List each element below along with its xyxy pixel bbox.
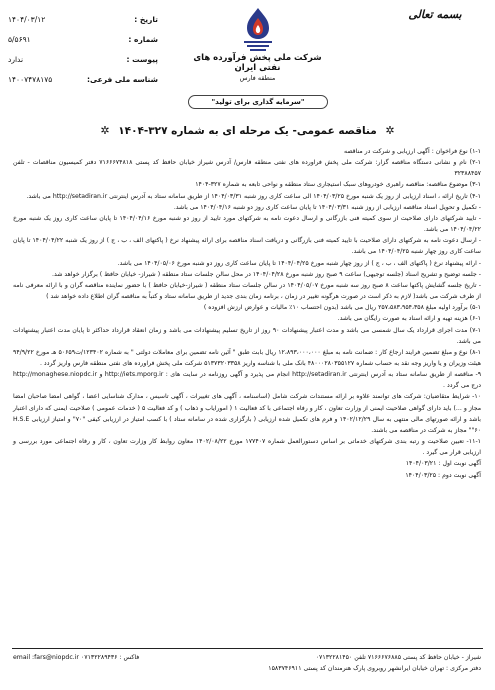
salutation: بسمه تعالی — [408, 8, 462, 21]
footer-fax-email: فاکس : ۰۷۱۳۲۲۸۹۴۳۶ email :fars@niopdc.ir — [13, 654, 140, 661]
footer-address: شیراز - خیابان حافظ کد پستی ۷۱۶۶۶۷۶۸۸۵ تلفن ۰۷۱۳۲۲۸۱۴۵۰ — [315, 654, 481, 661]
body-paragraph: - تایید شرکتهای دارای صلاحیت از سوی کمیته فنی بازرگانی و ارسال دعوت نامه به شرکتهای مورد تایید از روز دو شنبه مورخ ۱۴۰۴/۰۴/۱۶ تا پایان ساعت کاری روز یک شنبه مورخ ۱۴۰۴/۰۴/۲۲ می باشد. — [13, 214, 481, 234]
tender-title-text: مناقصه عمومی- یک مرحله ای به شماره ۳۲۷-۱۴۰۴ — [118, 125, 377, 137]
niopdc-logo-icon — [238, 6, 278, 52]
body-paragraph: ۱-۱) نوع فراخوان : آگهی ارزیابی و شرکت در مناقصه — [344, 148, 481, 155]
meta-attachment: پیوست : ندارد — [8, 55, 158, 64]
ad-date-first: آگهی نوبت اول : ۱۴۰۴/۰۳/۲۱ — [405, 460, 481, 468]
footer-divider — [12, 648, 483, 649]
body-paragraph: ۱۱-۱- تعیین صلاحیت و رتبه بندی شرکتهای خدماتی بر اساس دستورالعمل شماره ۱۷۷۴۰۷ مورخ ۱۴۰۲/۰۸/۲۲ معاون روابط کار وزارت تعاون ، کار و رفاه اجتماعی مورد بررسی و ارزیابی قرار می گیرد . — [13, 438, 481, 457]
body-paragraph: ۴-۱) تاریخ ارائه ، اسناد ارزیابی از روز یک شنبه مورخ ۱۴۰۴/۰۳/۲۵ الی ساعت کاری روز شنبه ۱۴۰۴/۰۳/۳۱ از طریق سامانه ستاد به آدرس اینترنتی http://setadiran.ir می باشد. — [26, 192, 481, 200]
body-paragraph: ۵-۱) برآورد اولیه مبلغ ۲۵۷،۵۸۳،۹۵۴،۳۵۸ ریال می باشد (بدون احتساب ۱۰٪ مالیات و عوارض ارزش افزوده ) — [203, 304, 481, 312]
body-paragraph: ۳-۱) موضوع مناقصه: مناقصه راهبری خودروهای سبک استیجاری ستاد منطقه و نواحی تابعه به شماره ۳۲۷-۱۴۰۴ — [195, 181, 481, 189]
body-paragraph: ۲-۱) نام و نشانی دستگاه مناقصه گزار: شرکت ملی پخش فراورده های نفتی منطقه فارس/ آدرس شیراز خیابان حافظ کد پستی ۷۱۶۶۶۷۴۸۱۸ دفتر کمیسیون مناقصات - تلفن ۳۲۳۸۸۴۵۷ — [13, 159, 481, 178]
body-paragraph: - جلسه توضیح و تشریح اسناد (جلسه توجیهی) ساعت ۹ صبح روز شنبه مورخ ۱۴۰۴/۰۴/۲۸ در محل سالن جلسات ستاد منطقه ( شیراز- خیابان حافظ ) برگزار خواهد شد. — [52, 270, 481, 278]
body-paragraph: - تاریخ جلسه گشایش پاکتها ساعت ۸ صبح روز سه شنبه مورخ ۱۴۰۴/۰۵/۰۷ در سالن جلسات ستاد منطقه ( شیراز-خیابان حافظ ) با حضور نماینده مناقصه گران و با ارائه معرفی نامه از طرف شرکت می باشد( لازم به ذکر است در صورت هرگونه تغییر در زمان ، برنامه زمان بندی جدید از طریق سامانه ستاد و کتباً به مناقصه گران اطلاع داده خواهد شد ) — [13, 281, 481, 301]
slogan-badge: "سرمایه گذاری برای تولید" — [188, 95, 328, 109]
company-name: شرکت ملی پخش فرآورده های نفتی ایران — [193, 53, 322, 73]
footer-contact-row — [13, 652, 481, 663]
meta-number: شماره : ۵/۵۶۹۱ — [8, 35, 158, 44]
star-mark-icon: ✲ — [385, 124, 395, 137]
footer-head-office: دفتر مرکزی : تهران خیابان ایرانشهر روبروی پارک هنرمندان کد پستی ۱۵۸۳۷۴۶۹۱۱ — [268, 665, 481, 672]
body-paragraph: - ارسال دعوت نامه به شرکتهای دارای صلاحیت با تایید کمیته فنی بازرگانی و دریافت اسناد مناقصه برای ارائه پیشنهاد نرخ ( پاکتهای الف ، ب ، ج ) از روز یک شنبه ۱۴۰۴/۰۴/۲۲ تا پایان ساعت کاری روز چهار شنبه ۱۴۰۴/۰۴/۲۵ می باشد. — [13, 237, 481, 256]
meta-date: تاریخ : ۱۴۰۴/۰۳/۱۲ — [8, 15, 158, 24]
body-paragraph: ۸-۱) نوع و مبلغ تضمین فرایند ارجاع کار : ضمانت نامه به مبلغ ۱۲،۸۹۳،۰۰۰،۰۰۰ ریال بابت طبق " آئین نامه تضمین برای معاملات دولتی " به شماره ۱۲۳۴۰۲/ت۵۰۶۵۹ هـ مورخ ۹۴/۹/۲۲ هیئت وزیران و یا واریز وجه نقد به حساب شماره ۴۸۰۰۰۲۸۰۳۵۵۱۲۷ بانک ملی با شناسه واریز ۵۱۳۷۳۲۰۳۳۵۸ شرکت ملی پخش فراورده های نفتی منطقه فارس واریز گردد . — [13, 348, 481, 367]
body-paragraph: ۶-۱) هزینه تهیه و ارائه اسناد به صورت رایگان می باشد. — [337, 315, 481, 323]
tender-title — [0, 124, 495, 137]
tender-body — [13, 146, 481, 481]
letter-footer — [13, 652, 481, 674]
letter-meta — [8, 10, 158, 90]
star-mark-icon: ✲ — [100, 124, 110, 137]
letterhead — [190, 6, 325, 82]
body-paragraph: - ارائه پیشنهاد نرخ ( پاکتهای الف ، ب ، ج ) از روز چهار شنبه مورخ ۱۴۰۴/۰۴/۲۵ تا پایان ساعت کاری روز دو شنبه مورخ ۱۴۰۴/۰۵/۰۶ می باشد. — [117, 259, 481, 267]
meta-national-id: شناسه ملی فرعی: ۱۴۰۰۷۴۷۸۱۷۵ — [8, 75, 158, 84]
body-paragraph: ۷-۱) مدت اجرای قرارداد یک سال شمسی می باشد و مدت اعتبار پیشنهادات ۹۰ روز از تاریخ تسلیم پیشنهادات می باشد و زمان انعقاد قرارداد حداکثر تا پایان مدت اعتبار پیشنهادات می باشد. — [13, 326, 481, 345]
body-paragraph: ۱۰- شرایط متقاضیان: شرکت های توانمند علاوه بر ارائه مستندات شرکت شامل (اساسنامه ، آگهی های تغییرات ، آگهی تاسیس ، مدارک شناسایی اعضا ، گواهی امضا صاحبان امضا مجاز و ...) باید دارای گواهی صلاحیت ایمنی از وزارت تعاون ، کار و رفاه اجتماعی با کد فعالیت ۱ ( امورایاب و ذهاب ) و کد فعالیت ۵ ( خدمات عمومی ) صلاحیت ایمنی که دارای اعتبار باشد و ارائه صورتهای مالی منتهی به سال ۱۴۰۲/۱۲/۲۹ و فرم های تکمیل شده ارزیابی ( بارگزاری شده در سامانه ستاد ) با کسب امتیاز در ارزیابی کیفی "۷۰" و امتیاز ارزیابی H.S.E "۶۰" مجاز به شرکت در مناقصه می باشند. — [13, 393, 482, 434]
ad-date-second: آگهی نوبت دوم : ۱۴۰۴/۰۳/۲۵ — [405, 471, 481, 479]
region-name: منطقه فارس — [239, 74, 276, 82]
body-paragraph: ۹- مناقصه از طریق سامانه ستاد به آدرس اینترنتی http://setadiran.ir انجام می پذیرد و آگهی روزنامه در سایت های : http://iets.mporg.ir و http://monaghese.niopdc.ir درج می گردد . — [13, 371, 482, 390]
body-paragraph: - تکمیل و تحویل اسناد مناقصه ارزیابی از روز شنبه ۱۴۰۴/۰۳/۳۱ تا پایان ساعت کاری روز دو شنبه ۱۴۰۴/۰۴/۱۶ می باشد. — [173, 203, 481, 211]
